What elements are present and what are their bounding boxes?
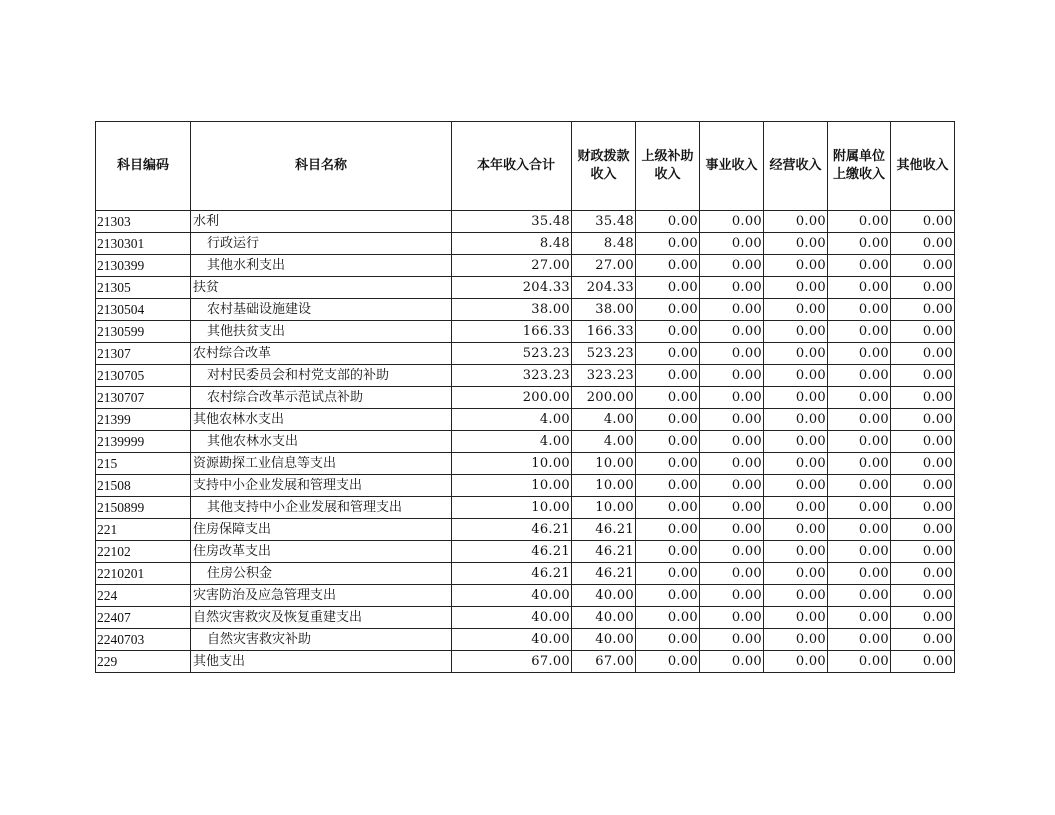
cell-superior: 0.00 [636,233,700,255]
table-row [96,431,955,453]
cell-superior: 0.00 [636,321,700,343]
cell-affiliate: 0.00 [828,651,891,673]
cell-operating: 0.00 [764,255,828,277]
cell-other: 0.00 [891,563,955,585]
cell-total: 38.00 [452,299,572,321]
header-total: 本年收入合计 [452,122,572,211]
cell-name: 农村综合改革 [191,343,452,365]
cell-business: 0.00 [700,321,764,343]
header-superior: 上级补助收入 [636,122,700,211]
cell-name: 灾害防治及应急管理支出 [191,585,452,607]
cell-business: 0.00 [700,409,764,431]
cell-superior: 0.00 [636,431,700,453]
cell-other: 0.00 [891,255,955,277]
cell-superior: 0.00 [636,277,700,299]
cell-affiliate: 0.00 [828,585,891,607]
cell-fiscal: 4.00 [572,431,636,453]
cell-name: 其他水利支出 [191,255,452,277]
cell-other: 0.00 [891,607,955,629]
income-table [95,121,955,673]
table-row [96,453,955,475]
cell-total: 35.48 [452,211,572,233]
cell-business: 0.00 [700,343,764,365]
cell-other: 0.00 [891,233,955,255]
cell-code: 2130504 [96,299,191,321]
cell-name: 住房改革支出 [191,541,452,563]
cell-code: 2130707 [96,387,191,409]
cell-operating: 0.00 [764,299,828,321]
cell-fiscal: 38.00 [572,299,636,321]
cell-operating: 0.00 [764,519,828,541]
cell-business: 0.00 [700,607,764,629]
cell-code: 215 [96,453,191,475]
cell-other: 0.00 [891,453,955,475]
cell-total: 204.33 [452,277,572,299]
cell-affiliate: 0.00 [828,475,891,497]
cell-business: 0.00 [700,563,764,585]
cell-other: 0.00 [891,409,955,431]
cell-fiscal: 166.33 [572,321,636,343]
header-other: 其他收入 [891,122,955,211]
cell-name: 扶贫 [191,277,452,299]
table-header-row [96,122,955,211]
cell-operating: 0.00 [764,233,828,255]
cell-business: 0.00 [700,519,764,541]
cell-business: 0.00 [700,365,764,387]
cell-operating: 0.00 [764,211,828,233]
cell-code: 21305 [96,277,191,299]
cell-fiscal: 8.48 [572,233,636,255]
cell-code: 22407 [96,607,191,629]
cell-operating: 0.00 [764,431,828,453]
cell-total: 10.00 [452,475,572,497]
cell-name: 其他支持中小企业发展和管理支出 [191,497,452,519]
cell-operating: 0.00 [764,585,828,607]
cell-name: 其他农林水支出 [191,431,452,453]
cell-fiscal: 67.00 [572,651,636,673]
cell-operating: 0.00 [764,563,828,585]
cell-operating: 0.00 [764,651,828,673]
cell-code: 2130599 [96,321,191,343]
table-row [96,519,955,541]
cell-code: 224 [96,585,191,607]
cell-code: 229 [96,651,191,673]
cell-affiliate: 0.00 [828,541,891,563]
cell-business: 0.00 [700,255,764,277]
cell-other: 0.00 [891,629,955,651]
cell-fiscal: 10.00 [572,475,636,497]
header-code: 科目编码 [96,122,191,211]
table-row [96,497,955,519]
cell-superior: 0.00 [636,343,700,365]
cell-business: 0.00 [700,651,764,673]
cell-fiscal: 40.00 [572,585,636,607]
cell-total: 46.21 [452,563,572,585]
header-affiliate: 附属单位上缴收入 [828,122,891,211]
cell-total: 67.00 [452,651,572,673]
table-row [96,651,955,673]
cell-code: 221 [96,519,191,541]
cell-total: 10.00 [452,453,572,475]
cell-business: 0.00 [700,299,764,321]
cell-total: 46.21 [452,541,572,563]
cell-code: 2130399 [96,255,191,277]
cell-superior: 0.00 [636,541,700,563]
cell-total: 8.48 [452,233,572,255]
cell-total: 40.00 [452,607,572,629]
cell-fiscal: 40.00 [572,607,636,629]
table-row [96,365,955,387]
cell-superior: 0.00 [636,651,700,673]
cell-affiliate: 0.00 [828,453,891,475]
cell-other: 0.00 [891,321,955,343]
cell-name: 行政运行 [191,233,452,255]
cell-other: 0.00 [891,387,955,409]
cell-code: 2130301 [96,233,191,255]
cell-name: 其他支出 [191,651,452,673]
table-row [96,211,955,233]
cell-total: 46.21 [452,519,572,541]
cell-operating: 0.00 [764,321,828,343]
cell-affiliate: 0.00 [828,563,891,585]
cell-name: 其他扶贫支出 [191,321,452,343]
cell-business: 0.00 [700,387,764,409]
cell-fiscal: 46.21 [572,541,636,563]
cell-name: 农村综合改革示范试点补助 [191,387,452,409]
table-row [96,299,955,321]
cell-business: 0.00 [700,629,764,651]
cell-operating: 0.00 [764,365,828,387]
cell-operating: 0.00 [764,475,828,497]
cell-other: 0.00 [891,519,955,541]
cell-other: 0.00 [891,497,955,519]
table-row [96,387,955,409]
cell-fiscal: 204.33 [572,277,636,299]
cell-business: 0.00 [700,277,764,299]
table-row [96,629,955,651]
cell-superior: 0.00 [636,475,700,497]
cell-total: 4.00 [452,431,572,453]
table-row [96,409,955,431]
cell-business: 0.00 [700,497,764,519]
cell-name: 农村基础设施建设 [191,299,452,321]
cell-fiscal: 46.21 [572,563,636,585]
header-fiscal: 财政拨款收入 [572,122,636,211]
cell-affiliate: 0.00 [828,321,891,343]
cell-name: 支持中小企业发展和管理支出 [191,475,452,497]
table-row [96,277,955,299]
cell-operating: 0.00 [764,387,828,409]
cell-affiliate: 0.00 [828,343,891,365]
cell-superior: 0.00 [636,211,700,233]
cell-superior: 0.00 [636,453,700,475]
table-row [96,475,955,497]
cell-code: 21307 [96,343,191,365]
cell-total: 166.33 [452,321,572,343]
cell-fiscal: 4.00 [572,409,636,431]
cell-code: 2210201 [96,563,191,585]
cell-superior: 0.00 [636,255,700,277]
cell-code: 2150899 [96,497,191,519]
cell-affiliate: 0.00 [828,255,891,277]
cell-affiliate: 0.00 [828,431,891,453]
cell-total: 323.23 [452,365,572,387]
cell-affiliate: 0.00 [828,365,891,387]
cell-other: 0.00 [891,299,955,321]
cell-superior: 0.00 [636,607,700,629]
cell-other: 0.00 [891,211,955,233]
cell-code: 2240703 [96,629,191,651]
cell-total: 200.00 [452,387,572,409]
cell-other: 0.00 [891,431,955,453]
cell-name: 自然灾害救灾补助 [191,629,452,651]
cell-affiliate: 0.00 [828,629,891,651]
cell-other: 0.00 [891,277,955,299]
table-row [96,563,955,585]
cell-operating: 0.00 [764,409,828,431]
cell-name: 对村民委员会和村党支部的补助 [191,365,452,387]
cell-code: 21399 [96,409,191,431]
cell-fiscal: 323.23 [572,365,636,387]
cell-other: 0.00 [891,475,955,497]
cell-operating: 0.00 [764,541,828,563]
cell-fiscal: 523.23 [572,343,636,365]
cell-other: 0.00 [891,585,955,607]
cell-fiscal: 46.21 [572,519,636,541]
cell-operating: 0.00 [764,453,828,475]
cell-total: 40.00 [452,585,572,607]
cell-name: 水利 [191,211,452,233]
cell-total: 27.00 [452,255,572,277]
cell-other: 0.00 [891,365,955,387]
cell-superior: 0.00 [636,629,700,651]
cell-fiscal: 10.00 [572,497,636,519]
cell-superior: 0.00 [636,387,700,409]
cell-affiliate: 0.00 [828,277,891,299]
cell-total: 10.00 [452,497,572,519]
cell-superior: 0.00 [636,563,700,585]
cell-business: 0.00 [700,453,764,475]
cell-other: 0.00 [891,541,955,563]
cell-business: 0.00 [700,585,764,607]
cell-fiscal: 200.00 [572,387,636,409]
cell-superior: 0.00 [636,585,700,607]
table-row [96,255,955,277]
cell-superior: 0.00 [636,497,700,519]
cell-fiscal: 10.00 [572,453,636,475]
cell-fiscal: 27.00 [572,255,636,277]
cell-affiliate: 0.00 [828,519,891,541]
cell-affiliate: 0.00 [828,409,891,431]
cell-business: 0.00 [700,233,764,255]
cell-code: 21303 [96,211,191,233]
cell-total: 40.00 [452,629,572,651]
cell-other: 0.00 [891,343,955,365]
cell-name: 资源勘探工业信息等支出 [191,453,452,475]
cell-code: 2139999 [96,431,191,453]
cell-superior: 0.00 [636,365,700,387]
cell-operating: 0.00 [764,497,828,519]
cell-affiliate: 0.00 [828,233,891,255]
cell-operating: 0.00 [764,277,828,299]
cell-name: 自然灾害救灾及恢复重建支出 [191,607,452,629]
cell-superior: 0.00 [636,409,700,431]
cell-affiliate: 0.00 [828,607,891,629]
header-name: 科目名称 [191,122,452,211]
cell-operating: 0.00 [764,343,828,365]
cell-business: 0.00 [700,431,764,453]
header-business: 事业收入 [700,122,764,211]
cell-operating: 0.00 [764,607,828,629]
cell-total: 523.23 [452,343,572,365]
cell-code: 2130705 [96,365,191,387]
cell-fiscal: 40.00 [572,629,636,651]
table-row [96,233,955,255]
cell-superior: 0.00 [636,299,700,321]
cell-business: 0.00 [700,541,764,563]
table-row [96,321,955,343]
cell-name: 其他农林水支出 [191,409,452,431]
cell-affiliate: 0.00 [828,387,891,409]
cell-affiliate: 0.00 [828,299,891,321]
cell-business: 0.00 [700,475,764,497]
table-row [96,343,955,365]
table-row [96,541,955,563]
table-body [96,211,955,673]
cell-name: 住房公积金 [191,563,452,585]
header-operating: 经营收入 [764,122,828,211]
cell-code: 22102 [96,541,191,563]
cell-other: 0.00 [891,651,955,673]
cell-affiliate: 0.00 [828,497,891,519]
cell-affiliate: 0.00 [828,211,891,233]
cell-superior: 0.00 [636,519,700,541]
cell-code: 21508 [96,475,191,497]
cell-operating: 0.00 [764,629,828,651]
cell-business: 0.00 [700,211,764,233]
cell-name: 住房保障支出 [191,519,452,541]
cell-total: 4.00 [452,409,572,431]
table-row [96,585,955,607]
cell-fiscal: 35.48 [572,211,636,233]
table-row [96,607,955,629]
